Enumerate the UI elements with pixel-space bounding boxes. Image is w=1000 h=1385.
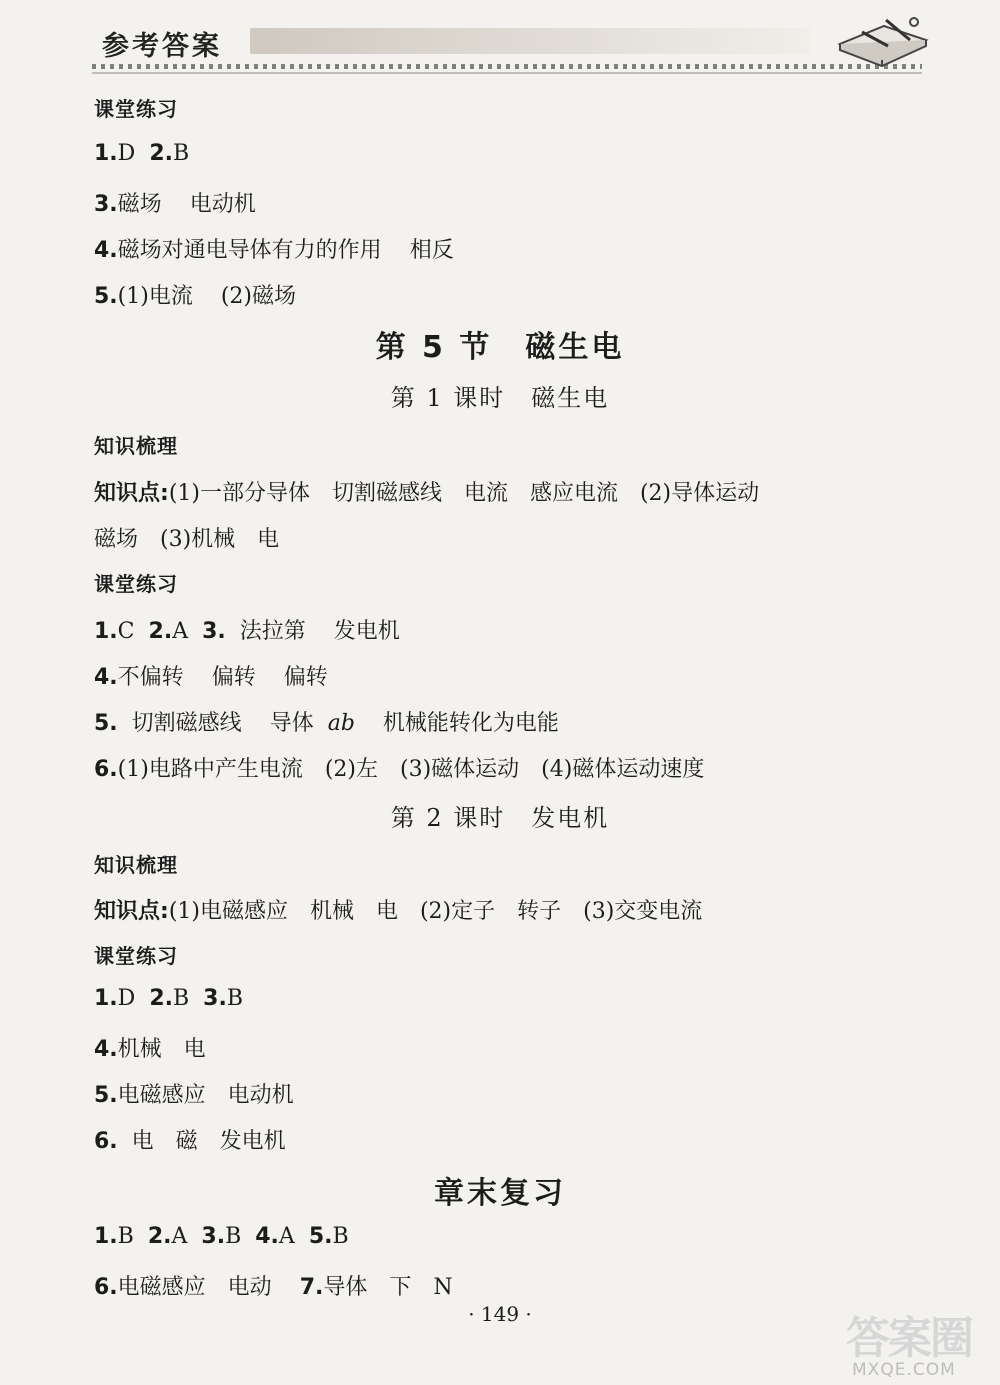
answer-line-r-1 — [94, 1224, 349, 1249]
answer-line-l2-5 — [94, 1078, 294, 1109]
answer-value: 磁场 — [117, 192, 162, 217]
knowledge-heading-1: 知识梳理 — [94, 434, 178, 458]
answer-value: D — [117, 141, 136, 166]
answer-value: 机械 电 — [117, 1037, 206, 1062]
practice-heading-1: 课堂练习 — [94, 97, 178, 121]
item-number: 2. — [148, 619, 173, 644]
watermark-logo: 答案圈 — [846, 1313, 972, 1364]
answer-value: ab — [327, 711, 355, 736]
header-title: 参考答案 — [102, 31, 222, 62]
answer-line-l1-5 — [94, 706, 559, 737]
answer-value: B — [172, 986, 190, 1011]
lesson-title-2: 第 2 课时 发电机 — [390, 804, 610, 832]
knowledge-point-text: (1)电磁感应 机械 电 (2)定子 转子 (3)交变电流 — [168, 899, 703, 924]
answer-value: 偏转 — [283, 665, 328, 690]
book-pen-icon — [826, 10, 936, 70]
answer-value: 不偏转 — [117, 665, 184, 690]
header-band — [250, 28, 810, 54]
answer-value: 发电机 — [333, 619, 400, 644]
knowledge-point-label: 知识点: — [94, 899, 169, 924]
answer-value: 电磁感应 电动 — [117, 1275, 272, 1300]
knowledge-point-text: (1)一部分导体 切割磁感线 电流 感应电流 (2)导体运动 — [168, 481, 760, 506]
answer-value: 法拉第 — [239, 619, 306, 644]
knowledge-line-1 — [94, 476, 759, 507]
answer-value: C — [117, 619, 135, 644]
answer-value: 机械能转化为电能 — [382, 711, 559, 736]
item-number: 2. — [147, 1224, 172, 1249]
answer-value: (1)电路中产生电流 (2)左 (3)磁体运动 (4)磁体运动速度 — [117, 757, 705, 782]
answer-line-l1-6 — [94, 752, 704, 783]
item-number: 3. — [202, 619, 226, 644]
header-dotted-rule — [92, 64, 922, 69]
item-number: 2. — [149, 986, 173, 1011]
item-number: 3. — [201, 1224, 226, 1249]
answer-value: B — [225, 1224, 242, 1249]
answer-value: 电磁感应 电动机 — [117, 1083, 294, 1108]
review-title: 章末复习 — [434, 1176, 566, 1211]
answer-line-l1-1 — [94, 614, 400, 645]
answer-value: A — [171, 1224, 188, 1249]
answer-line-l2-6 — [94, 1124, 286, 1155]
item-number: 5. — [94, 284, 118, 309]
answer-value: B — [332, 1224, 349, 1249]
answer-value: A — [278, 1224, 295, 1249]
answer-line-l1-4 — [94, 660, 328, 691]
answer-value: (1)电流 — [117, 284, 193, 309]
header-rule — [92, 72, 922, 74]
section-title: 第 5 节 磁生电 — [375, 330, 625, 365]
answer-value: 电动机 — [189, 192, 256, 217]
knowledge-point-text: 磁场 (3)机械 电 — [94, 527, 280, 552]
answer-value: 导体 — [269, 711, 314, 736]
answer-value: 电 磁 发电机 — [131, 1129, 286, 1154]
item-number: 6. — [94, 757, 118, 782]
item-number: 2. — [149, 141, 173, 166]
knowledge-line-2 — [94, 522, 279, 553]
answer-value: D — [117, 986, 136, 1011]
item-number: 4. — [255, 1224, 279, 1249]
answer-value: 导体 下 N — [323, 1275, 453, 1300]
answer-line-l2-4 — [94, 1032, 206, 1063]
answer-value: B — [117, 1224, 134, 1249]
answer-value: A — [172, 619, 189, 644]
item-number: 5. — [94, 1083, 118, 1108]
item-number: 5. — [308, 1224, 333, 1249]
item-number: 6. — [94, 1275, 118, 1300]
item-number: 1. — [94, 141, 118, 166]
item-number: 4. — [94, 238, 118, 263]
page-header — [0, 0, 1000, 80]
answer-line-b1-4 — [94, 233, 454, 264]
answer-value: (2)磁场 — [220, 284, 297, 309]
answer-value: B — [226, 986, 243, 1011]
answer-value: 磁场对通电导体有力的作用 — [117, 238, 382, 263]
knowledge-line-3 — [94, 894, 702, 925]
item-number: 5. — [94, 711, 118, 736]
lesson-title-1: 第 1 课时 磁生电 — [390, 384, 610, 412]
answer-line-l2-1 — [94, 986, 243, 1011]
item-number: 4. — [94, 665, 118, 690]
item-number: 3. — [94, 192, 118, 217]
answer-value: 偏转 — [211, 665, 256, 690]
item-number: 1. — [94, 619, 118, 644]
item-number: 3. — [203, 986, 227, 1011]
watermark-site: MXQE.COM — [852, 1360, 956, 1380]
item-number: 6. — [94, 1129, 118, 1154]
item-number: 7. — [299, 1275, 324, 1300]
page-number: · 149 · — [468, 1302, 532, 1326]
answer-line-b1-5 — [94, 279, 296, 310]
practice-heading-2: 课堂练习 — [94, 572, 178, 596]
answer-line-r-6 — [94, 1270, 453, 1301]
knowledge-point-label: 知识点: — [94, 481, 169, 506]
practice-heading-3: 课堂练习 — [94, 944, 178, 968]
knowledge-heading-2: 知识梳理 — [94, 853, 178, 877]
answer-value: 切割磁感线 — [131, 711, 242, 736]
answer-value: B — [172, 141, 190, 166]
item-number: 1. — [94, 986, 118, 1011]
item-number: 4. — [94, 1037, 118, 1062]
answer-line-b1-1 — [94, 141, 189, 166]
item-number: 1. — [94, 1224, 118, 1249]
answer-value: 相反 — [409, 238, 454, 263]
answer-line-b1-3 — [94, 187, 256, 218]
